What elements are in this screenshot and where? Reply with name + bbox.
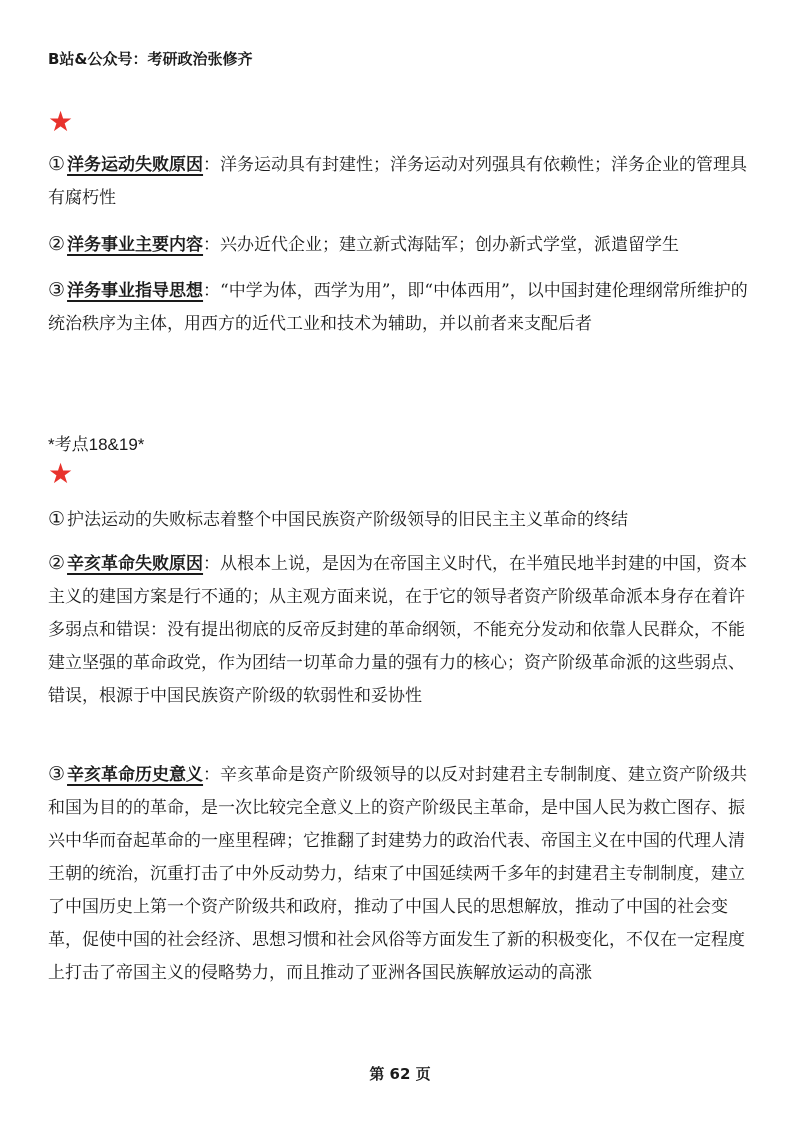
list-item [48, 228, 758, 262]
item-number: ① [48, 153, 66, 175]
list-item [48, 148, 758, 215]
item-number: ② [48, 552, 66, 574]
list-item [48, 503, 758, 537]
item-keyword: 洋务运动失败原因 [67, 155, 204, 175]
item-keyword: 洋务事业指导思想 [67, 281, 204, 301]
section-title: *考点18&19* [48, 435, 145, 454]
item-number: ② [48, 233, 66, 255]
list-item [48, 274, 758, 341]
item-text: 护法运动的失败标志着整个中国民族资产阶级领导的旧民主主义革命的终结 [67, 510, 629, 530]
item-number: ③ [48, 279, 66, 301]
page-header: B站&公众号：考研政治张修齐 [48, 50, 253, 68]
item-keyword: 辛亥革命失败原因 [67, 554, 204, 574]
star-icon: ★ [48, 457, 74, 490]
item-number: ③ [48, 763, 66, 785]
list-item [48, 547, 758, 713]
item-number: ① [48, 508, 66, 530]
page-number: 第 62 页 [369, 1065, 431, 1083]
item-keyword: 辛亥革命历史意义 [67, 765, 204, 785]
star-icon: ★ [48, 105, 74, 138]
item-text: ：“中学为体，西学为用”，即“中体西用”，以中国封建伦理纲常所维护的统治秩序为主体，用西方的近代工业和技术为辅助，并以前者来支配后者 [48, 281, 748, 334]
item-keyword: 洋务事业主要内容 [67, 235, 204, 255]
item-text: ：从根本上说，是因为在帝国主义时代，在半殖民地半封建的中国，资本主义的建国方案是行不通的；从主观方面来说，在于它的领导者资产阶级革命派本身存在着许多弱点和错误：没有提出彻底的反帝反封建的革命纲领，不能充分发动和依靠人民群众，不能建立坚强的革命政党，作为团结一切革命力量的强有力的核心；资产阶级革命派的这些弱点、错误，根源于中国民族资产阶级的软弱性和妥协性 [48, 554, 748, 706]
item-text: ：兴办近代企业；建立新式海陆军；创办新式学堂，派遣留学生 [203, 235, 680, 255]
item-text: ：辛亥革命是资产阶级领导的以反对封建君主专制制度、建立资产阶级共和国为目的的革命，是一次比较完全意义上的资产阶级民主革命，是中国人民为救亡图存、振兴中华而奋起革命的一座里程碑；它推翻了封建势力的政治代表、帝国主义在中国的代理人清王朝的统治，沉重打击了中外反动势力，结束了中国延续两千多年的封建君主专制制度，建立了中国历史上第一个资产阶级共和政府，推动了中国人民的思想解放，推动了中国的社会变革，促使中国的社会经济、思想习惯和社会风俗等方面发生了新的积极变化，不仅在一定程度上打击了帝国主义的侵略势力，而且推动了亚洲各国民族解放运动的高涨 [48, 765, 748, 983]
list-item [48, 758, 758, 990]
item-text: ：洋务运动具有封建性；洋务运动对列强具有依赖性；洋务企业的管理具有腐朽性 [48, 155, 748, 208]
